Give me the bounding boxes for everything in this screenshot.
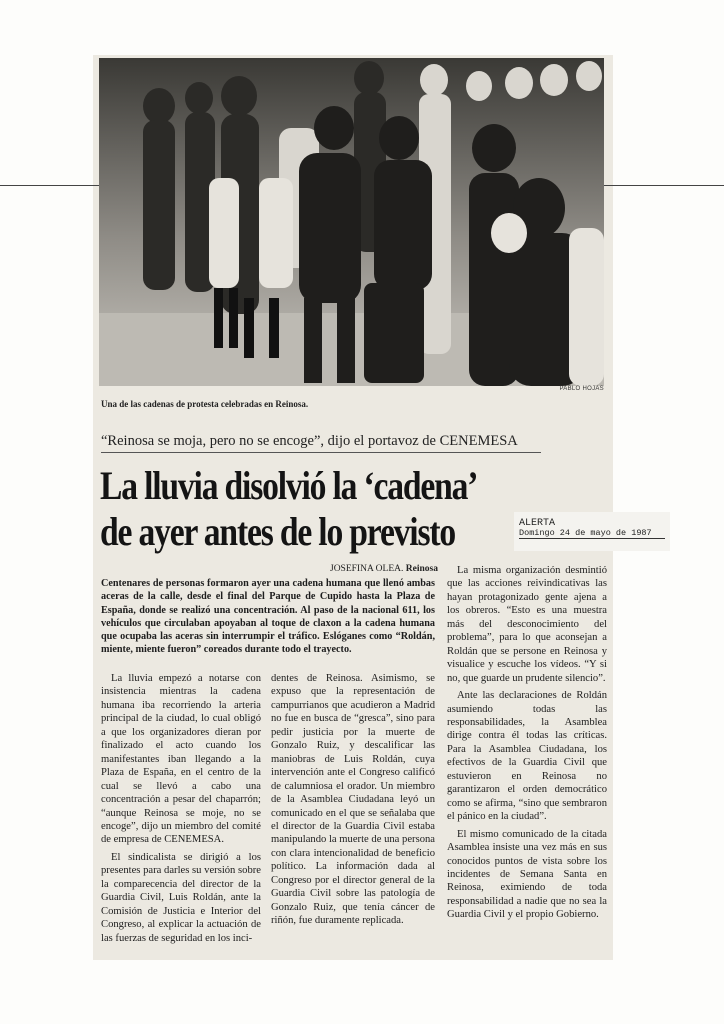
protest-photo bbox=[99, 58, 604, 386]
body-column-2 bbox=[271, 672, 435, 928]
body-column-3 bbox=[447, 564, 607, 922]
paragraph: La misma organización desmintió que las acciones reivindicativas las hayan protagonizado gente ajena a los obreros. “Esto es una muestra más del desconocimiento del problema”, para lo que aconsejan a Roldán que se persone en Reinosa y visualice y escuche los vídeos. “Y si no, que guarde un prudente silencio”. bbox=[447, 565, 607, 684]
paragraph: La lluvia empezó a notarse con insistencia mientras la cadena humana iba recorriendo la arteria principal de la ciudad, lo cual obligó a que los organizadores dieran por finalizado el acto cuando los manifestantes iban llegando a la Plaza de España, en el centro de la cual se llevó a cabo una concentración a pesar del chaparrón; “aunque Reinosa se moje, no se encoge”, dijo un miembro del comité de empresa de CENEMESA. bbox=[101, 673, 261, 846]
protest-photo-image bbox=[99, 58, 604, 386]
body-column-1 bbox=[101, 672, 261, 945]
photo-credit: PABLO HOJAS bbox=[559, 386, 604, 392]
paragraph: El mismo comunicado de la citada Asamblea insiste una vez más en sus conocidos puntos de vista sobre los incidentes de Semana Santa en Reinosa, eximiendo de toda responsabilidad a nadie que no sea la Guardia Civil y el propio Gobierno. bbox=[447, 828, 607, 921]
paragraph: Ante las declaraciones de Roldán asumiendo todas las responsabilidades, la Asamblea dirige contra él todas las críticas. Para la Asamblea Ciudadana, los efectivos de la Guardia Civil que estuvieron en Reinosa no garantizaron el orden democrático como se afirma, “sino que sembraron el pánico en la ciudad”. bbox=[447, 690, 607, 823]
publication-name: ALERTA bbox=[519, 518, 556, 529]
byline-author: JOSEFINA OLEA. bbox=[330, 564, 404, 574]
lead-paragraph: Centenares de personas formaron ayer una cadena humana que llenó ambas aceras de la calle, desde el final del Parque de Cupido hasta la Plaza de España, donde se realizó una concentración. Al paso de la nacional 611, los vehículos que circulaban apoyaban al toque de claxon a la cadena humana que ocupaba las aceras sin interrumpir el tráfico. Eslóganes como “Roldán, miente, miente fueron” coreados durante todo el trayecto. bbox=[101, 578, 435, 656]
publication-date: Domingo 24 de mayo de 1987 bbox=[519, 528, 652, 538]
byline-place: Reinosa bbox=[405, 564, 438, 574]
headline-line-1: La lluvia disolvió la ‘cadena’ bbox=[100, 463, 478, 508]
headline-line-2: de ayer antes de lo previsto bbox=[100, 509, 456, 554]
source-tag-rule bbox=[519, 538, 665, 539]
kicker: “Reinosa se moja, pero no se encoge”, dijo el portavoz de CENEMESA bbox=[101, 433, 518, 449]
paragraph: dentes de Reinosa. Asimismo, se expuso que la representación de campurrianos que acudieron a Madrid no fue en busca de “gresca”, sino para pedir justicia por la muerte de Gonzalo Ruiz, y descalificar las maniobras de Luis Roldán, cuya intervención ante el Congreso calificó de calumniosa el orador. Un miembro de la Asamblea Ciudadana leyó un comunicado en el que se señalaba que el director de la Guardia Civil estaba manipulando la muerte de una persona con clara intencionalidad de beneficio político. La información dada al Congreso por el director general de la Guardia Civil sobre las patología de Gonzalo Ruiz, que tenía cáncer de riñón, fue duramente replicada. bbox=[271, 673, 435, 927]
photo-caption: Una de las cadenas de protesta celebradas en Reinosa. bbox=[101, 399, 309, 409]
kicker-rule bbox=[101, 452, 541, 453]
paragraph: El sindicalista se dirigió a los presentes para darles su versión sobre la comparecencia del director de la Guardia Civil, Luis Roldán, ante la Comisión de Justicia e Interior del Congreso, al explicar la actuación de las fuerzas de seguridad en los inci- bbox=[101, 851, 261, 944]
source-tag bbox=[514, 512, 670, 551]
byline bbox=[330, 564, 438, 574]
